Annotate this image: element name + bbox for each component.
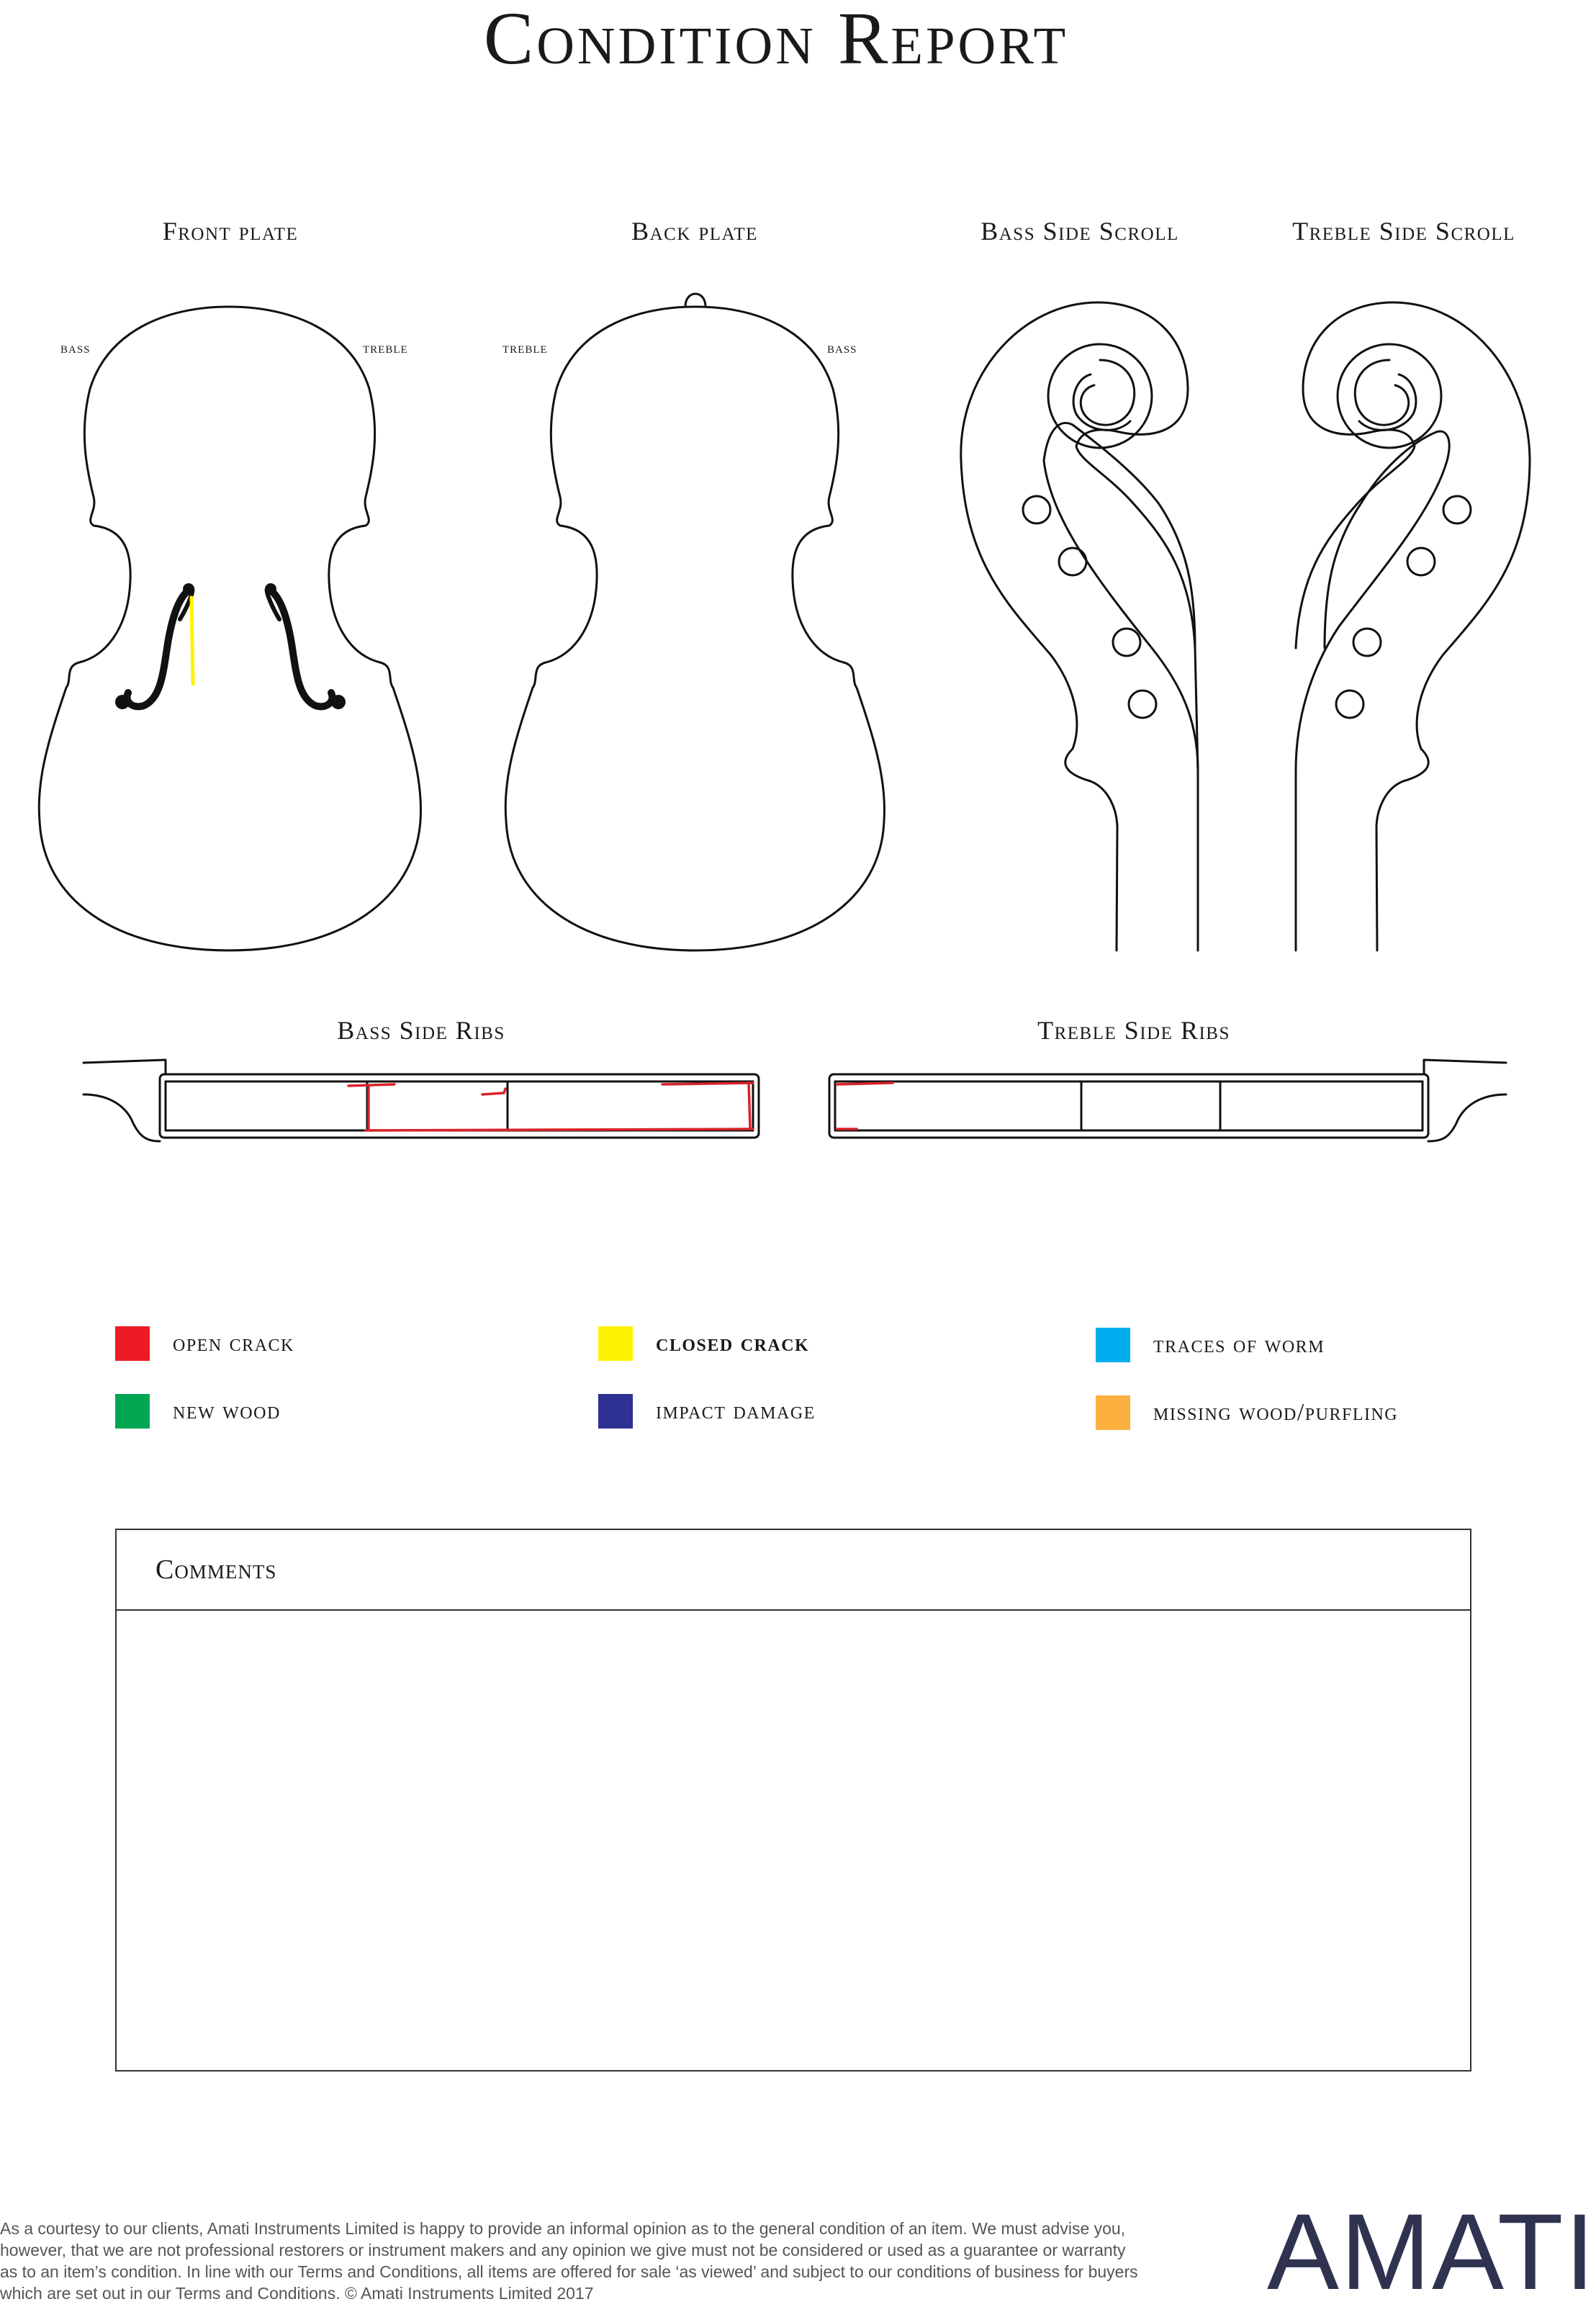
comments-box: [115, 1529, 1471, 2072]
missing-wood-purfling-swatch: [1096, 1395, 1130, 1430]
legend-impact-damage: [598, 1393, 816, 1429]
bass-side-scroll-label: Bass Side Scroll: [980, 217, 1179, 246]
traces-of-worm-swatch: [1096, 1328, 1130, 1362]
back-plate-bass-label: bass: [827, 338, 857, 356]
treble-side-ribs-label: Treble Side Ribs: [1037, 1016, 1230, 1045]
front-plate-bass-label: bass: [60, 338, 91, 356]
legend-label: closed crack: [656, 1330, 810, 1357]
legend-label: impact damage: [656, 1398, 816, 1424]
legend-new-wood: [115, 1393, 281, 1429]
back-plate-label: Back plate: [631, 217, 758, 246]
open-crack-swatch: [115, 1326, 150, 1361]
new-wood-swatch: [115, 1394, 150, 1429]
closed-crack-swatch: [598, 1326, 633, 1361]
legend-open-crack: [115, 1326, 294, 1362]
f-holes: [127, 588, 333, 706]
legend-label: missing wood/purfling: [1153, 1399, 1399, 1426]
impact-damage-swatch: [598, 1394, 633, 1429]
back-plate-outline: [505, 294, 884, 950]
bass-side-ribs-label: Bass Side Ribs: [337, 1016, 505, 1045]
open-crack-marks: [348, 1083, 893, 1130]
legend-label: open crack: [173, 1330, 294, 1357]
comments-label: Comments: [155, 1555, 277, 1585]
disclaimer-text: As a courtesy to our clients, Amati Instruments Limited is happy to provide an informal opinion as to the general condition of an item. We must advise you, however, that we are not professional restorers or instrument makers and any opinion we give must not be considered or used as a guarantee or warranty as to an item’s condition. In line with our Terms and Conditions, all items are offered for sale ‘as viewed’ and subject to our conditions of business for buyers which are set out in our Terms and Conditions. © Amati Instruments Limited 2017: [0, 2219, 1138, 2303]
page-title: Condition Report: [483, 0, 1069, 80]
treble-side-scroll-label: Treble Side Scroll: [1292, 217, 1515, 246]
amati-logo: AMATI: [1267, 2191, 1596, 2312]
front-plate-treble-label: treble: [363, 338, 408, 356]
closed-crack-mark: [191, 598, 193, 684]
bass-side-scroll-outline: [961, 302, 1198, 950]
comments-area[interactable]: [117, 1611, 1470, 2070]
legend-label: traces of worm: [1153, 1331, 1325, 1358]
comments-header: [117, 1530, 1470, 1611]
legend-label: new wood: [173, 1398, 281, 1424]
back-plate-treble-label: treble: [502, 338, 548, 356]
legend-missing-wood-purfling: [1096, 1395, 1398, 1431]
legend-traces-of-worm: [1096, 1327, 1325, 1363]
treble-side-scroll-outline: [1296, 302, 1530, 950]
treble-side-ribs-outline: [829, 1060, 1506, 1141]
legend-closed-crack: [598, 1326, 809, 1362]
instrument-diagrams: [0, 0, 1552, 1188]
front-plate-outline: [39, 307, 420, 950]
front-plate-label: Front plate: [162, 217, 299, 246]
